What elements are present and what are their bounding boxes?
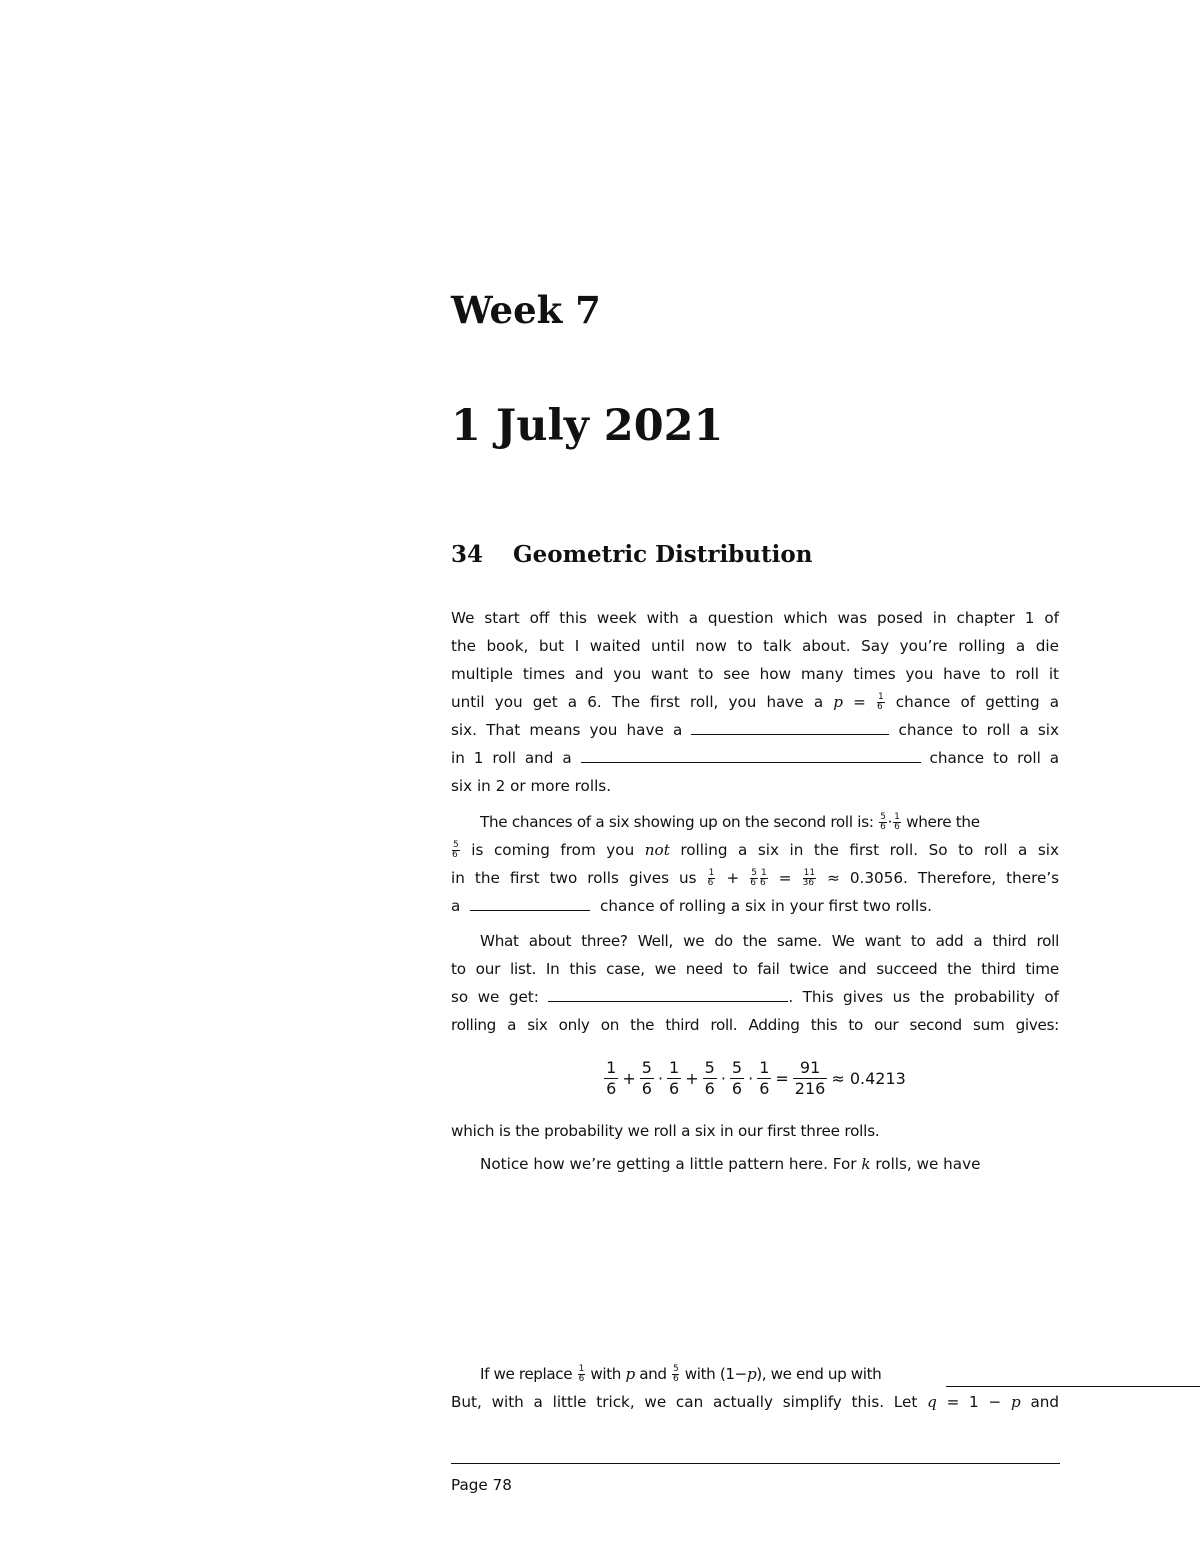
para3-line2: to our list. In this case, we need to fail twice and succeed the third time — [451, 960, 1059, 978]
fraction-five-sixths: $\frac{5}{6}$ — [731, 1058, 743, 1098]
para2-line1 — [480, 809, 1059, 836]
text: chance of rolling a six in your first two rolls. — [599, 897, 932, 915]
text: rolling a six in the first roll. So to roll a six — [680, 841, 1060, 859]
display-equation — [451, 1058, 1059, 1104]
fraction-one-sixth: $\frac{1}{6}$ — [606, 1058, 617, 1098]
text: until you get a 6. The first roll, you have a — [451, 693, 824, 711]
para5 — [480, 1151, 1059, 1178]
para1-line6 — [451, 745, 1059, 772]
text: is coming from you — [471, 841, 635, 859]
math-dot: · — [887, 813, 893, 831]
text: chance to roll a — [929, 749, 1060, 767]
para1-line1: We start off this week with a question which was posed in chapter 1 of — [451, 609, 1059, 627]
fraction-one-sixth: $\frac{1}{6}$ — [669, 1058, 680, 1098]
fraction-one-sixth: $\frac{1}{6}$ — [760, 868, 767, 888]
para3-line4: rolling a six only on the third roll. Adding this to our second sum gives: — [451, 1016, 1059, 1034]
math-equals: = — [775, 1069, 789, 1088]
text: where the — [906, 813, 980, 831]
math-p: p — [1010, 1393, 1021, 1411]
section-number: 34 — [451, 541, 484, 568]
section-heading — [451, 538, 812, 572]
math-equals: = — [843, 693, 876, 711]
text: and — [1030, 1393, 1060, 1411]
section-title: Geometric Distribution — [513, 541, 813, 568]
math-dot: · — [720, 1069, 726, 1088]
para1-line4 — [451, 689, 1059, 716]
text: chance of getting a — [895, 693, 1060, 711]
math-plus: + — [622, 1069, 636, 1088]
emphasis-not: not — [644, 841, 670, 859]
para6 — [480, 1361, 1200, 1388]
text: ≈ 0.3056. Therefore, there’s — [827, 869, 1060, 887]
text: But, with a little trick, we can actually simplify this. Let — [451, 1393, 918, 1411]
text: in 1 roll and a — [451, 749, 572, 767]
answer-blank[interactable] — [691, 719, 889, 735]
page-number: Page 78 — [451, 1476, 512, 1494]
text: chance to roll a six — [898, 721, 1060, 739]
text: ), we end up with — [756, 1365, 882, 1383]
text: with — [590, 1365, 621, 1383]
para1-line3: multiple times and you want to see how many times you have to roll it — [451, 665, 1059, 683]
answer-blank[interactable] — [946, 1386, 1200, 1387]
math-equals: = — [778, 869, 792, 887]
math-plus: + — [685, 1069, 699, 1088]
text: Notice how we’re getting a little pattern here. For — [480, 1155, 857, 1173]
math-p: p — [833, 693, 843, 711]
text: so we get: — [451, 988, 539, 1006]
math-approx: ≈ 0.4213 — [831, 1069, 906, 1088]
para4: which is the probability we roll a six in our first three rolls. — [451, 1122, 880, 1140]
fraction-five-sixths: $\frac{5}{6}$ — [880, 812, 886, 832]
fraction-five-sixths: $\frac{5}{6}$ — [641, 1058, 652, 1098]
para2-line4 — [451, 893, 1059, 920]
answer-blank[interactable] — [548, 986, 788, 1002]
date-heading: 1 July 2021 — [451, 401, 724, 451]
answer-blank[interactable] — [470, 895, 590, 911]
math-p: p — [625, 1365, 635, 1383]
math-text: = 1 − — [936, 1393, 1002, 1411]
fraction-one-sixth: $\frac{1}{6}$ — [759, 1058, 770, 1098]
fraction-result: $\frac{91}{216}$ — [794, 1058, 826, 1098]
text: with (1− — [684, 1365, 747, 1383]
para1-line2: the book, but I waited until now to talk about. Say you’re rolling a die — [451, 637, 1059, 655]
fraction-one-sixth: $\frac{1}{6}$ — [707, 868, 715, 888]
para1-line7: six in 2 or more rolls. — [451, 777, 612, 795]
text: in the first two rolls gives us — [451, 869, 697, 887]
math-dot: · — [657, 1069, 664, 1088]
fraction-one-sixth: $\frac{1}{6}$ — [578, 1364, 584, 1384]
fraction-five-sixths: $\frac{5}{6}$ — [750, 868, 757, 888]
text: a — [451, 897, 461, 915]
fraction-one-sixth: $\frac{1}{6}$ — [876, 692, 884, 712]
answer-blank[interactable] — [581, 747, 921, 763]
week-heading: Week 7 — [451, 288, 601, 332]
fraction-eleven-thirtysixths: $\frac{11}{36}$ — [802, 868, 816, 888]
math-p: p — [746, 1365, 757, 1383]
text: rolls, we have — [875, 1155, 981, 1173]
para3-line1: What about three? Well, we do the same. We want to add a third roll — [480, 932, 1059, 950]
fraction-five-sixths: $\frac{5}{6}$ — [704, 1058, 715, 1098]
text: If we replace — [480, 1365, 573, 1383]
footer-rule — [451, 1463, 1060, 1464]
text: . This gives us the probability of — [788, 988, 1059, 1006]
math-dot: · — [748, 1069, 754, 1088]
text: six. That means you have a — [451, 721, 683, 739]
math-plus: + — [726, 869, 740, 887]
text: The chances of a six showing up on the second roll is: — [480, 813, 874, 831]
math-k: k — [861, 1155, 871, 1173]
text: and — [639, 1365, 667, 1383]
fraction-five-sixths: $\frac{5}{6}$ — [452, 840, 459, 860]
para2-line2 — [451, 837, 1059, 864]
math-q: q — [927, 1393, 937, 1411]
para1-line5 — [451, 717, 1059, 744]
para2-line3 — [451, 865, 1059, 892]
fraction-one-sixth: $\frac{1}{6}$ — [894, 812, 900, 832]
para7 — [451, 1389, 1059, 1416]
para3-line3 — [451, 984, 1059, 1011]
fraction-five-sixths: $\frac{5}{6}$ — [673, 1364, 679, 1384]
